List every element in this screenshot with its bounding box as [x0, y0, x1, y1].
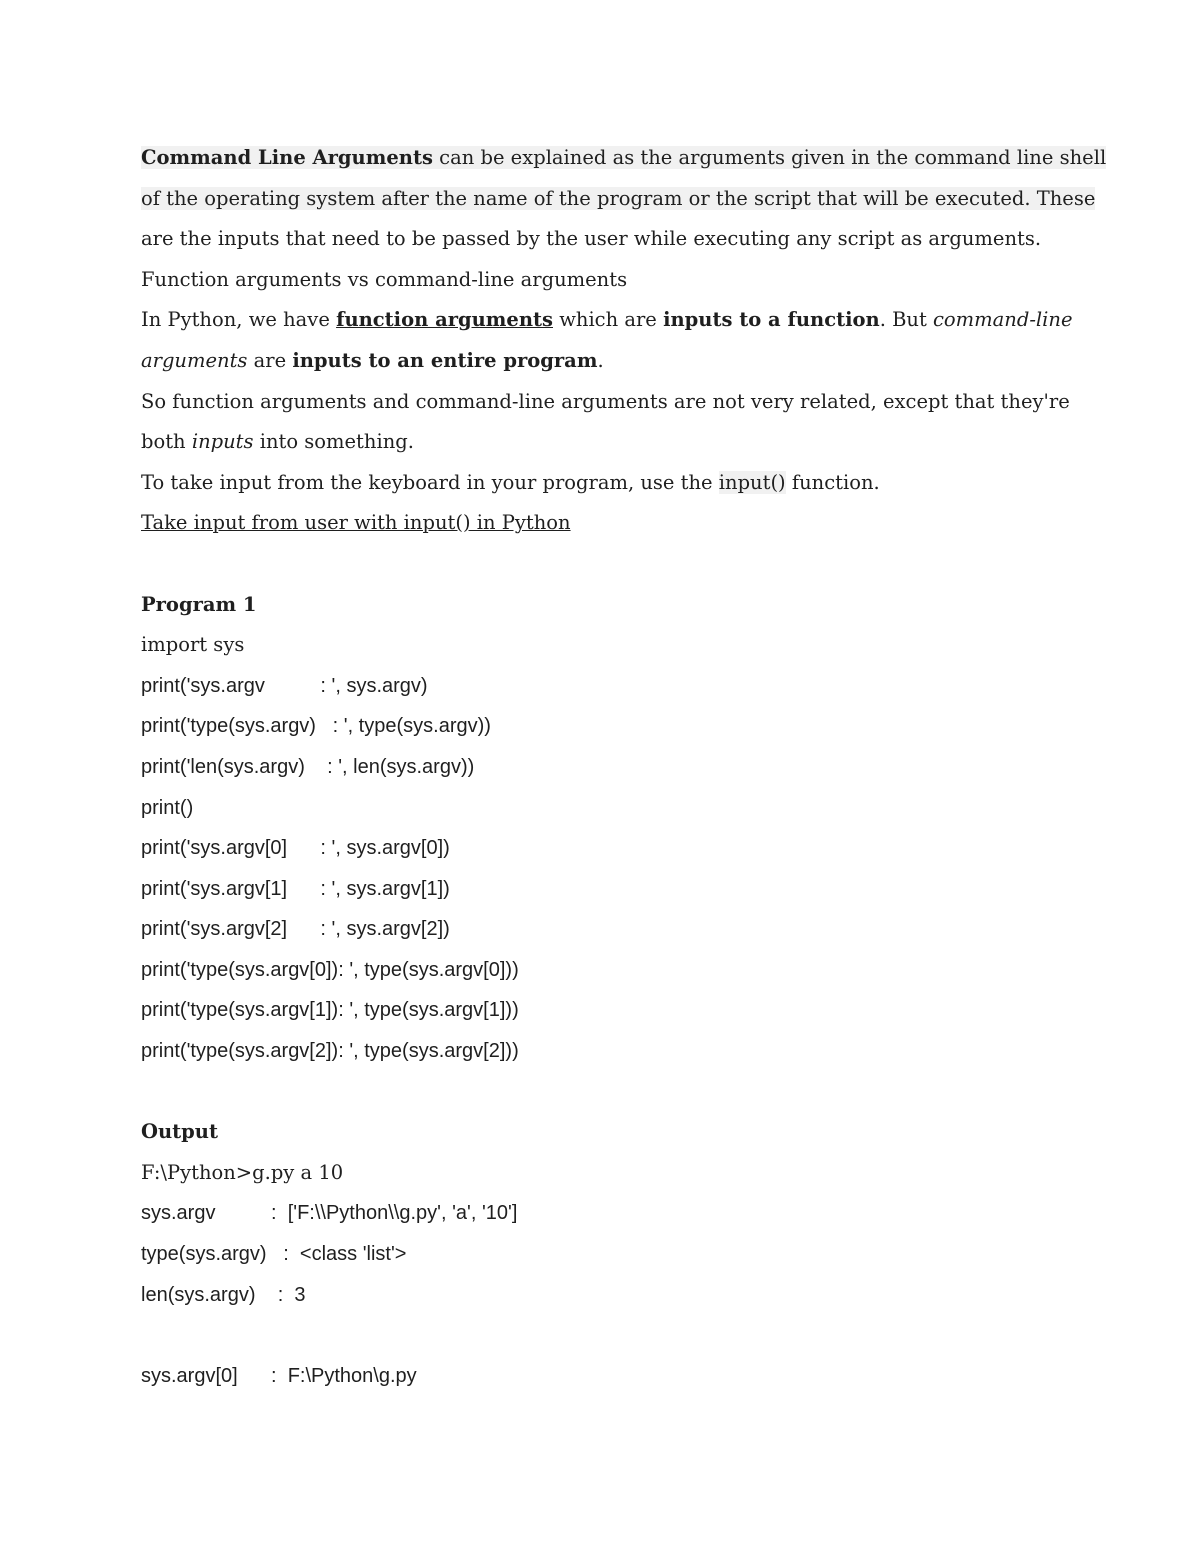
code-line: print('sys.argv[1] : ', sys.argv[1]) — [141, 877, 450, 900]
comparison-paragraph-2: arguments are inputs to an entire program. — [141, 348, 604, 372]
output-command: F:\Python>g.py a 10 — [141, 1160, 344, 1184]
code-line: print('len(sys.argv) : ', len(sys.argv)) — [141, 755, 475, 778]
code-line: print('type(sys.argv[0]): ', type(sys.argv[0])) — [141, 958, 519, 981]
spacer — [141, 1315, 1061, 1356]
comparison-heading: Function arguments vs command-line arguments — [141, 267, 628, 291]
comparison-paragraph-1: In Python, we have function arguments which are inputs to a function. But command-line — [141, 308, 1073, 332]
output-line: sys.argv : ['F:\\Python\\g.py', 'a', '10'] — [141, 1202, 518, 1225]
intro-line-2: of the operating system after the name of the program or the script that will be executed. These — [141, 186, 1096, 210]
inputs-to-function-term: inputs to a function — [663, 308, 880, 332]
comparison-paragraph-4: both inputs into something. — [141, 430, 414, 454]
code-line: print('type(sys.argv[2]): ', type(sys.argv[2])) — [141, 1040, 519, 1063]
code-line: print('sys.argv[0] : ', sys.argv[0]) — [141, 837, 450, 860]
inputs-to-program-term: inputs to an entire program — [292, 348, 598, 372]
intro-line-3: are the inputs that need to be passed by the user while executing any script as arguments. — [141, 227, 1042, 251]
document-page — [141, 138, 1107, 1396]
input-tutorial-link[interactable]: Take input from user with input() in Python — [141, 511, 571, 535]
intro-line-1-rest: can be explained as the arguments given in the command line shell — [432, 146, 1107, 169]
output-line: sys.argv[0] : F:\Python\g.py — [141, 1364, 417, 1387]
output-line: type(sys.argv) : <class 'list'> — [141, 1243, 407, 1266]
program-1-heading: Program 1 — [141, 592, 257, 616]
output-line: len(sys.argv) : 3 — [141, 1283, 306, 1306]
input-function-inline: input() — [718, 470, 786, 494]
comparison-paragraph-3: So function arguments and command-line arguments are not very related, except that they're — [141, 389, 1070, 413]
code-line: print('sys.argv : ', sys.argv) — [141, 674, 428, 697]
output-heading: Output — [141, 1120, 218, 1144]
comparison-paragraph-5: To take input from the keyboard in your program, use the input() function. — [141, 470, 880, 494]
spacer — [141, 544, 1061, 585]
program-1-code — [141, 625, 1061, 1072]
code-line: print() — [141, 796, 194, 819]
function-arguments-term: function arguments — [336, 308, 553, 332]
code-line: print('sys.argv[2] : ', sys.argv[2]) — [141, 918, 450, 941]
command-line-term: command-line — [933, 308, 1073, 332]
code-line: import sys — [141, 633, 245, 657]
code-line: print('type(sys.argv[1]): ', type(sys.argv[1])) — [141, 999, 519, 1022]
spacer — [141, 1072, 1061, 1113]
code-line: print('type(sys.argv) : ', type(sys.argv)) — [141, 715, 491, 738]
intro-term: Command Line Arguments — [141, 146, 433, 169]
intro-line-1 — [141, 138, 1107, 179]
